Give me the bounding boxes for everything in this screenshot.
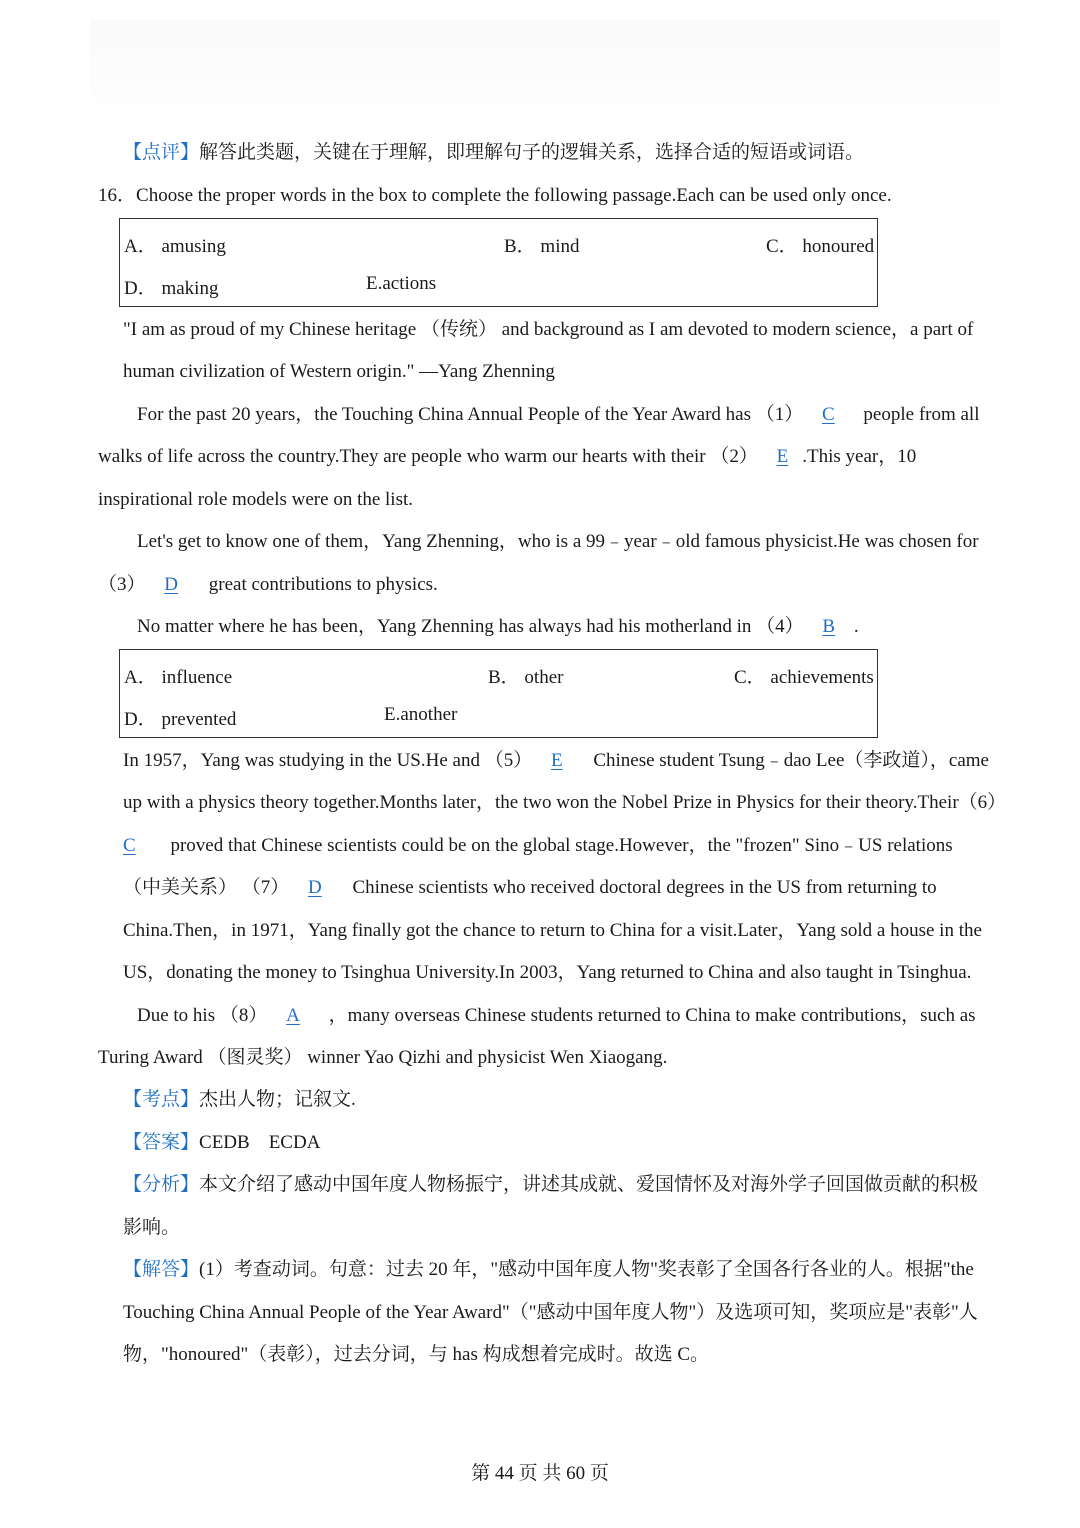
p2-text-2a: （3）: [98, 574, 146, 595]
answer-blank-7: D: [308, 877, 322, 898]
p1-line-2: [98, 444, 916, 470]
quote-line-1: "I am as proud of my Chinese heritage （传统） and background as I am devoted to modern science，a part of: [123, 319, 974, 340]
box2-option-a: A． influence: [124, 667, 233, 688]
p5-line-2: Turing Award （图灵奖） winner Yao Qizhi and physicist Wen Xiaogang.: [98, 1047, 668, 1068]
p5-line-1: [137, 1003, 976, 1029]
comment-text: 解答此类题，关键在于理解，即理解句子的逻辑关系，选择合适的短语或词语。: [199, 142, 865, 163]
p1-text-1a: For the past 20 years，the Touching China Annual People of the Year Award has （1）: [137, 404, 804, 425]
answer-line: [123, 1130, 320, 1156]
box1-option-d: D． making: [124, 278, 219, 299]
analysis-tag: 【分析】: [123, 1174, 200, 1195]
p1-text-2a: walks of life across the country.They are people who warm our hearts with their （2）: [98, 446, 758, 467]
kaodian-text: 杰出人物；记叙文.: [199, 1089, 356, 1110]
answer-blank-3: D: [164, 574, 178, 595]
p1-text-1b: people from all: [863, 404, 980, 425]
box2-option-d: D． prevented: [124, 709, 237, 730]
p1-line-1: [137, 402, 980, 428]
p2-line-1: Let's get to know one of them，Yang Zhenning，who is a 99﹣year﹣old famous physicist.He was chosen for: [137, 531, 979, 552]
kaodian-tag: 【考点】: [123, 1089, 200, 1110]
p4-line-2: up with a physics theory together.Months later，the two won the Nobel Prize in Physics for their theory.Their（6）: [123, 792, 1007, 813]
p4-text-3b: proved that Chinese scientists could be on the global stage.However，the "frozen" Sino﹣US relations: [170, 835, 953, 856]
box1-option-a: A． amusing: [124, 236, 226, 257]
p4-line-4: [123, 875, 937, 901]
question-prompt: Choose the proper words in the box to complete the following passage.Each can be used only once.: [136, 185, 892, 206]
p4-line-1: [123, 748, 989, 774]
p4-text-4a: （中美关系） （7）: [123, 877, 290, 898]
p1-text-2b: .This year，10: [802, 446, 917, 467]
answer-blank-1: C: [821, 404, 835, 425]
answer-tag: 【答案】: [123, 1132, 200, 1153]
comment-line: [123, 140, 864, 166]
box2-option-e: E.another: [384, 704, 458, 725]
p5-text-1a: Due to his （8）: [137, 1005, 268, 1026]
p3-line-1: [137, 614, 859, 640]
answer-blank-6: C: [123, 835, 136, 856]
p2-text-2b: great contributions to physics.: [208, 574, 438, 595]
page-footer: 第 44 页 共 60 页: [471, 1463, 609, 1484]
answer-blank-4: B: [822, 616, 836, 637]
kaodian-line: [123, 1087, 356, 1113]
box1-option-e: E.actions: [366, 273, 437, 294]
question-prompt-line: [98, 183, 892, 209]
word-box-1: [119, 218, 878, 307]
p3-text-1b: .: [853, 616, 859, 637]
p4-line-6: US，donating the money to Tsinghua University.In 2003，Yang returned to China and also taught in Tsinghua.: [123, 962, 972, 983]
analysis-line-2: 影响。: [123, 1217, 181, 1238]
analysis-line-1: [123, 1172, 978, 1198]
p2-line-2: [98, 572, 438, 598]
answer-blank-2: E: [776, 446, 789, 467]
word-box-2: [119, 649, 878, 738]
p1-line-3: inspirational role models were on the list.: [98, 489, 414, 510]
box1-option-b: B． mind: [504, 236, 580, 257]
answer-text: CEDB ECDA: [199, 1132, 321, 1153]
p4-line-5: China.Then，in 1971，Yang finally got the chance to return to China for a visit.Later，Yang sold a house in the: [123, 920, 982, 941]
solution-tag: 【解答】: [123, 1259, 200, 1280]
scan-shadow: [90, 20, 1000, 130]
p4-text-1b: Chinese student Tsung﹣dao Lee（李政道），came: [593, 750, 989, 771]
p5-text-1b: ，many overseas Chinese students returned to China to make contributions，such as: [328, 1005, 976, 1026]
solution-line-3: 物，"honoured"（表彰），过去分词，与 has 构成想着完成时。故选 C。: [123, 1344, 710, 1365]
box2-option-b: B． other: [488, 667, 564, 688]
comment-tag: 【点评】: [123, 142, 200, 163]
question-number: 16．: [98, 185, 137, 206]
box2-option-c: C． achievements: [734, 667, 874, 688]
answer-blank-5: E: [550, 750, 563, 771]
p3-text-1a: No matter where he has been，Yang Zhenning has always had his motherland in （4）: [137, 616, 804, 637]
p4-text-1a: In 1957，Yang was studying in the US.He and （5）: [123, 750, 533, 771]
quote-line-2: human civilization of Western origin." —Yang Zhenning: [123, 361, 555, 382]
p4-text-4b: Chinese scientists who received doctoral degrees in the US from returning to: [352, 877, 937, 898]
analysis-text-1: 本文介绍了感动中国年度人物杨振宁，讲述其成就、爱国情怀及对海外学子回国做贡献的积极: [199, 1174, 979, 1195]
box1-option-c: C． honoured: [766, 236, 875, 257]
solution-line-1: [123, 1257, 974, 1283]
solution-text-1: (1）考查动词。句意：过去 20 年，"感动中国年度人物"奖表彰了全国各行各业的人。根据"the: [199, 1259, 974, 1280]
solution-line-2: Touching China Annual People of the Year Award"（"感动中国年度人物"）及选项可知，奖项应是"表彰"人: [123, 1302, 978, 1323]
answer-blank-8: A: [286, 1005, 300, 1026]
p4-line-3: [123, 833, 953, 859]
